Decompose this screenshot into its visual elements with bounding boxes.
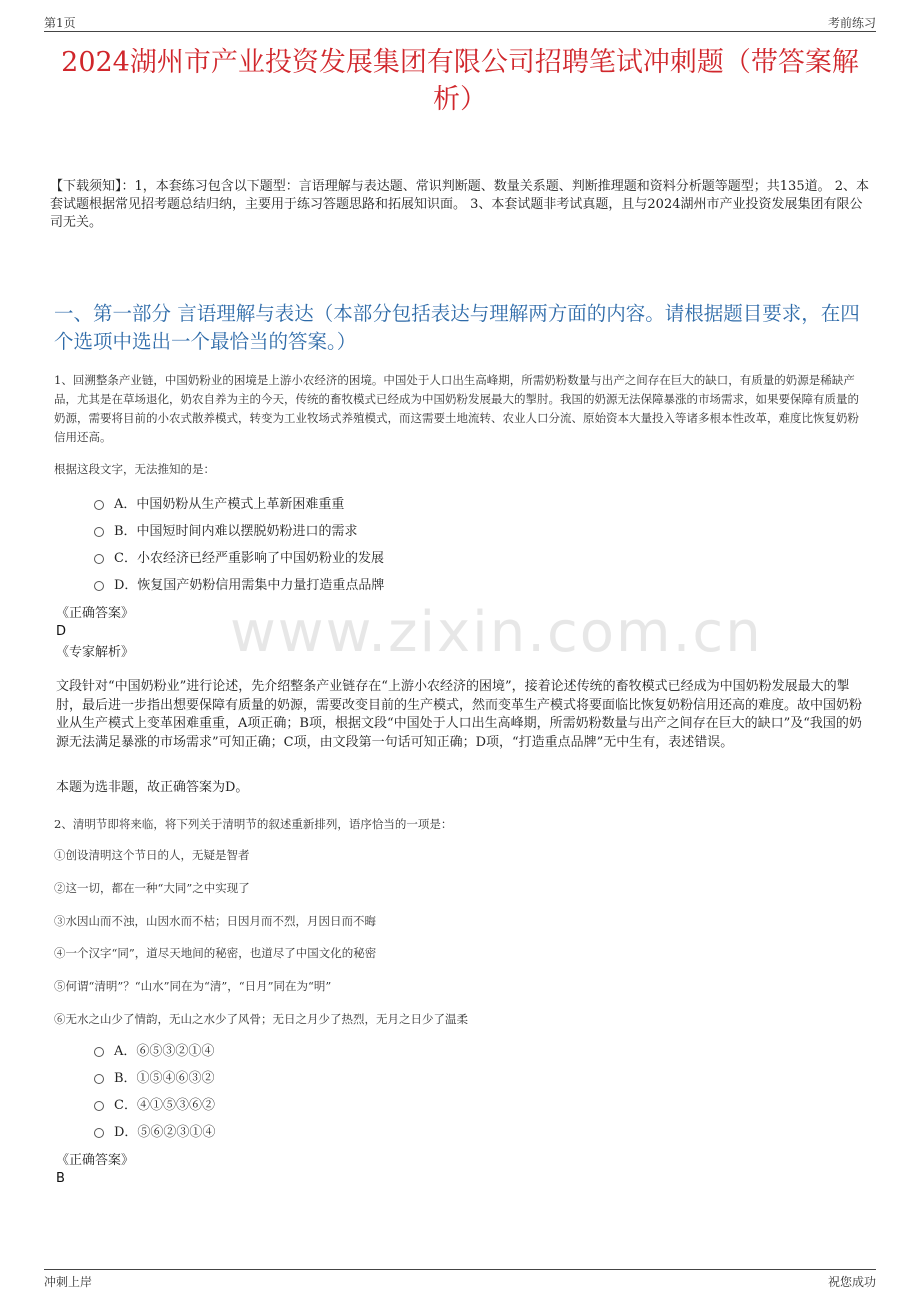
question-1-analysis-label: 《专家解析》: [56, 645, 135, 660]
option-label: D．恢复国产奶粉信用需集中力量打造重点品牌: [114, 578, 385, 593]
radio-icon[interactable]: [94, 1128, 104, 1138]
question-2-stem: 2、清明节即将来临，将下列关于清明节的叙述重新排列，语序恰当的一项是：: [54, 817, 453, 831]
footer-right: 祝您成功: [827, 1275, 876, 1289]
page-number: 第1页: [44, 16, 76, 30]
option-label: A．中国奶粉从生产模式上革新困难重重: [114, 497, 345, 512]
question-2-item-2: ②这一切，都在一种“大同”之中实现了: [54, 881, 250, 895]
header-rule: [44, 31, 876, 32]
footer-rule: [44, 1269, 876, 1270]
section-heading: 一、第一部分 言语理解与表达（本部分包括表达与理解两方面的内容。请根据题目要求，在四个选项中选出一个最恰当的答案。）: [54, 302, 860, 353]
question-1-answer: D: [56, 624, 67, 639]
question-2-answer: B: [56, 1171, 65, 1186]
question-1-conclusion: 本题为选非题，故正确答案为D。: [56, 780, 249, 795]
question-1-answer-label: 《正确答案》: [56, 606, 135, 621]
radio-icon[interactable]: [94, 581, 104, 591]
radio-icon[interactable]: [94, 1074, 104, 1084]
option-label: A．⑥⑤③②①④: [114, 1044, 215, 1059]
question-2-item-1: ①创设清明这个节日的人，无疑是智者: [54, 848, 250, 862]
radio-icon[interactable]: [94, 527, 104, 537]
question-2-option-d[interactable]: [94, 1123, 215, 1143]
option-label: D．⑤⑥②③①④: [114, 1125, 216, 1140]
question-2-answer-label: 《正确答案》: [56, 1153, 135, 1168]
option-label: B．①⑤④⑥③②: [114, 1071, 215, 1086]
header-label: 考前练习: [827, 16, 876, 30]
option-label: C．小农经济已经严重影响了中国奶粉业的发展: [114, 551, 384, 566]
option-label: B．中国短时间内难以摆脱奶粉进口的需求: [114, 524, 358, 539]
document-title: 2024湖州市产业投资发展集团有限公司招聘笔试冲刺题（带答案解析）: [61, 47, 859, 115]
question-2-item-6: ⑥无水之山少了情韵，无山之水少了风骨；无日之月少了热烈，无月之日少了温柔: [54, 1012, 468, 1026]
radio-icon[interactable]: [94, 1047, 104, 1057]
question-1-option-b[interactable]: [94, 522, 358, 542]
radio-icon[interactable]: [94, 554, 104, 564]
question-1-option-a[interactable]: [94, 495, 344, 515]
question-2-item-5: ⑤何谓“清明”？“山水”同在为“清”，“日月”同在为“明”: [54, 979, 332, 993]
radio-icon[interactable]: [94, 500, 104, 510]
watermark: www.zixin.com.cn: [230, 600, 763, 665]
question-2-option-b[interactable]: [94, 1069, 215, 1089]
question-1-prompt: 根据这段文字，无法推知的是：: [54, 462, 215, 476]
question-1-stem: 1、回溯整条产业链，中国奶粉业的困境是上游小农经济的困境。中国处于人口出生高峰期，所需奶粉数量与出产之间存在巨大的缺口，有质量的奶源是稀缺产品，尤其是在草场退化，奶农自养为主的今天，传统的畜牧模式已经成为中国奶粉发展最大的掣肘。我国的奶源无法保障暴涨的市场需求，如果要保障有质量的奶源，需要将目前的小农式散养模式，转变为工业牧场式养殖模式，而这需要土地流转、农业人口分流、原始资本大量投入等诸多根本性改革，难度比恢复奶粉信用还高。: [54, 373, 859, 444]
question-1-analysis: 文段针对“中国奶粉业”进行论述，先介绍整条产业链存在“上游小农经济的困境”，接着论述传统的畜牧模式已经成为中国奶粉发展最大的掣肘，最后进一步指出想要保障有质量的奶源，需要改变目前的生产模式，然而变革生产模式将要面临比恢复奶粉信用还高的难度。故中国奶粉业从生产模式上变革困难重重，A项正确；B项，根据文段“中国处于人口出生高峰期，所需奶粉数量与出产之间存在巨大的缺口”及“我国的奶源无法满足暴涨的市场需求”可知正确；C项，由文段第一句话可知正确；D项，“打造重点品牌”无中生有，表述错误。: [56, 679, 863, 750]
question-2-item-3: ③水因山而不浊，山因水而不枯；日因月而不烈，月因日而不晦: [54, 914, 376, 928]
download-notice: 【下载须知】：1，本套练习包含以下题型：言语理解与表达题、常识判断题、数量关系题、判断推理题和资料分析题等题型；共135道。 2、本套试题根据常见招考题总结归纳，主要用于练习答题思路和拓展知识面。 3、本套试题非考试真题，且与2024湖州市产业投资发展集团有限公司无关。: [50, 179, 869, 230]
footer-left: 冲刺上岸: [44, 1275, 93, 1289]
question-1-option-d[interactable]: [94, 576, 384, 596]
question-2-option-a[interactable]: [94, 1042, 214, 1062]
option-label: C．④①⑤③⑥②: [114, 1098, 215, 1113]
question-1-option-c[interactable]: [94, 549, 384, 569]
question-2-option-c[interactable]: [94, 1096, 215, 1116]
question-2-item-4: ④一个汉字“同”，道尽天地间的秘密，也道尽了中国文化的秘密: [54, 946, 377, 960]
radio-icon[interactable]: [94, 1101, 104, 1111]
